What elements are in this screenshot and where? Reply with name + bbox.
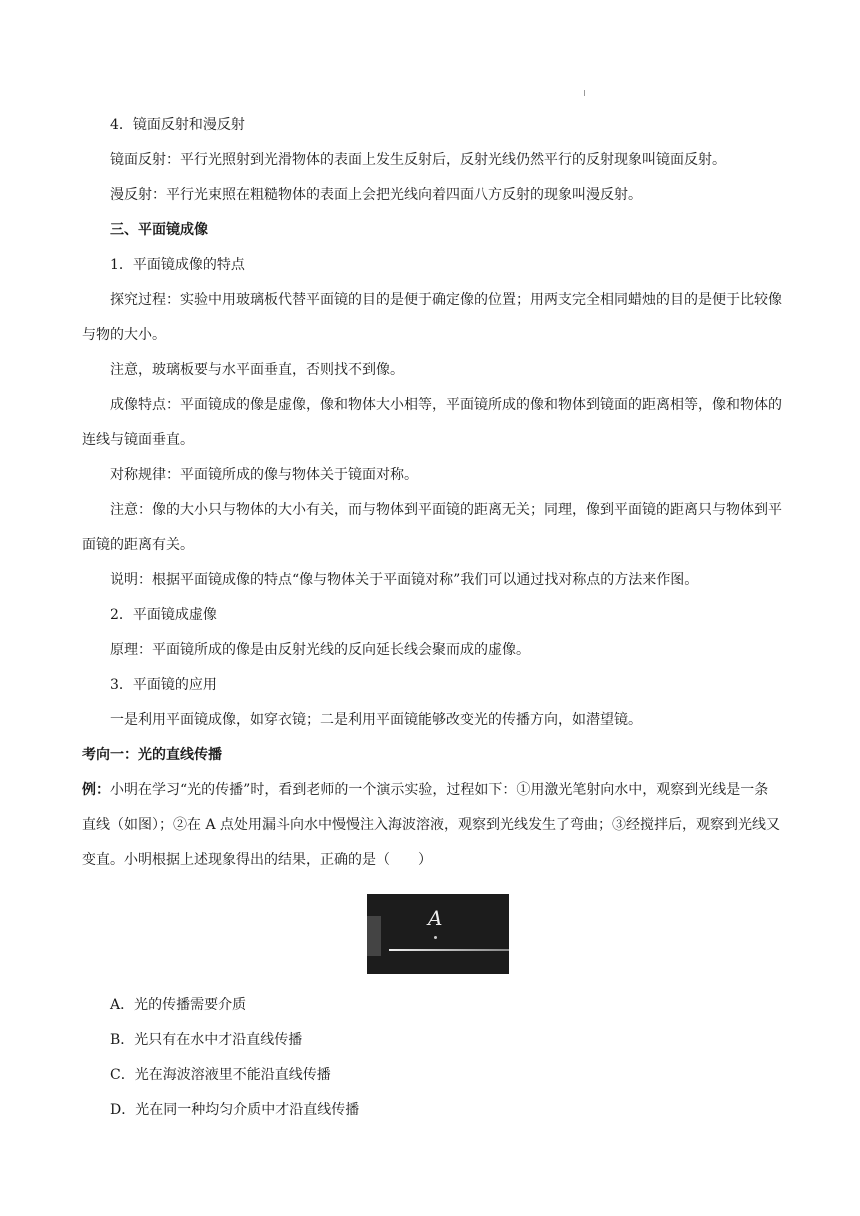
laser-pointer <box>367 916 381 956</box>
symmetry-text: 对称规律：平面镜所成的像与物体关于镜面对称。 <box>110 467 418 483</box>
point-a-label: A <box>428 906 443 930</box>
example-label: 例： <box>82 782 110 798</box>
page-mark <box>584 90 585 96</box>
section3-sub1: 1．平面镜成像的特点 <box>110 257 245 273</box>
laser-beam <box>389 949 509 951</box>
section4-heading: 4．镜面反射和漫反射 <box>110 117 245 133</box>
option-b: B．光只有在水中才沿直线传播 <box>110 1032 303 1048</box>
example-topic: 考向一：光的直线传播 <box>82 747 222 763</box>
explain-text: 说明：根据平面镜成像的特点“像与物体关于平面镜对称”我们可以通过找对称点的方法来作图。 <box>110 572 699 588</box>
document-body <box>82 108 782 1128</box>
specular-reflection-text: 镜面反射：平行光照射到光滑物体的表面上发生反射后，反射光线仍然平行的反射现象叫镜面反射。 <box>110 152 726 168</box>
principle-text: 原理：平面镜所成的像是由反射光线的反向延长线会聚而成的虚像。 <box>110 642 530 658</box>
option-c: C．光在海波溶液里不能沿直线传播 <box>110 1067 331 1083</box>
point-a-dot <box>434 936 437 939</box>
note2-text: 注意：像的大小只与物体的大小有关，而与物体到平面镜的距离无关；同理，像到平面镜的距离只与物体到平面镜的距离有关。 <box>82 502 782 553</box>
diffuse-reflection-text: 漫反射：平行光束照在粗糙物体的表面上会把光线向着四面八方反射的现象叫漫反射。 <box>110 187 642 203</box>
section3-sub3: 3．平面镜的应用 <box>110 677 217 693</box>
option-d: D．光在同一种均匀介质中才沿直线传播 <box>110 1102 360 1118</box>
section3-title: 三、平面镜成像 <box>110 222 208 238</box>
laser-experiment-figure <box>367 894 509 974</box>
explore-text: 探究过程：实验中用玻璃板代替平面镜的目的是便于确定像的位置；用两支完全相同蜡烛的目的是便于比较像与物的大小。 <box>82 292 782 343</box>
section3-sub2: 2．平面镜成虚像 <box>110 607 217 623</box>
option-a: A．光的传播需要介质 <box>110 997 247 1013</box>
application-text: 一是利用平面镜成像，如穿衣镜；二是利用平面镜能够改变光的传播方向，如潜望镜。 <box>110 712 642 728</box>
example-question <box>82 773 782 878</box>
features-text: 成像特点：平面镜成的像是虚像，像和物体大小相等，平面镜所成的像和物体到镜面的距离相等，像和物体的连线与镜面垂直。 <box>82 397 782 448</box>
example-stem: 小明在学习“光的传播”时，看到老师的一个演示实验，过程如下：①用激光笔射向水中，观察到光线是一条直线（如图）；②在 A 点处用漏斗向水中慢慢注入海波溶液，观察到光线发生了弯曲；③经搅拌后，观察到光线又变直。小明根据上述现象得出的结果，正确的是（ ） <box>82 782 781 868</box>
note1-text: 注意，玻璃板要与水平面垂直，否则找不到像。 <box>110 362 404 378</box>
